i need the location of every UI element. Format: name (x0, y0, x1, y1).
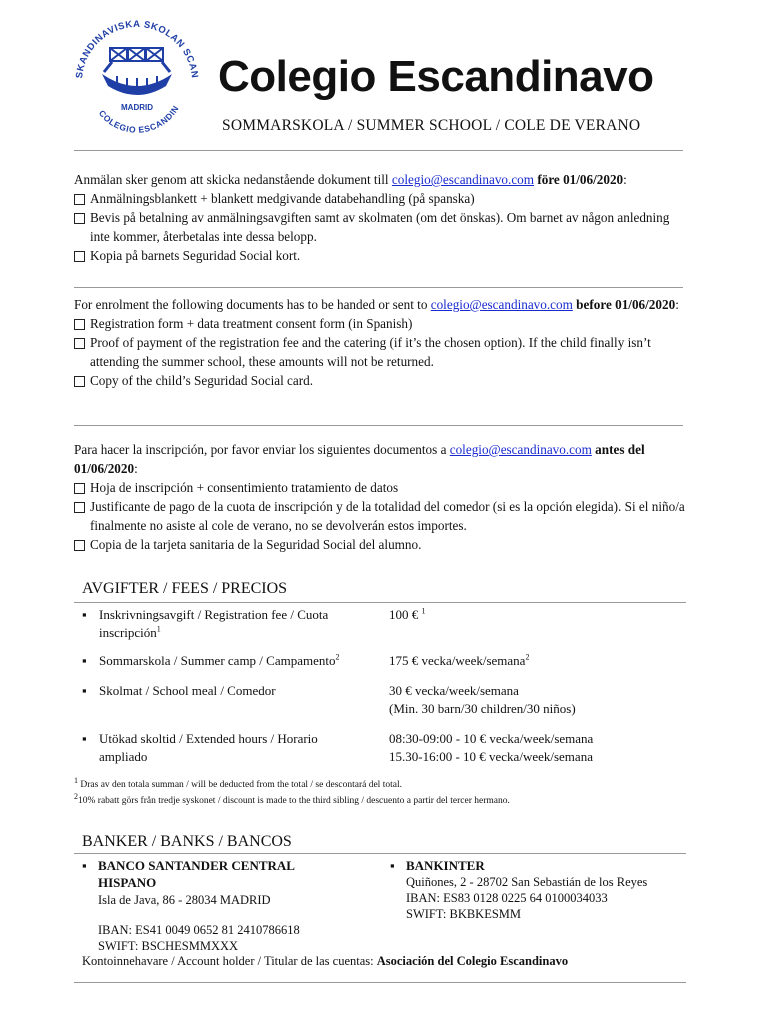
checklist-item: Anmälningsblankett + blankett medgivande databehandling (på spanska) (74, 189, 686, 208)
divider (74, 982, 686, 983)
page-subtitle: SOMMARSKOLA / SUMMER SCHOOL / COLE DE VERANO (222, 117, 641, 134)
email-link[interactable]: colegio@escandinavo.com (430, 297, 573, 312)
divider (74, 287, 683, 288)
logo-city: MADRID (121, 103, 153, 112)
checklist-item: Kopia på barnets Seguridad Social kort. (74, 246, 686, 265)
bank-bankinter: ▪ BANKINTER Quiñones, 2 - 28702 San Sebastián de los Reyes IBAN: ES83 0128 0225 64 0100034033 SWIFT: BKBKESMM (390, 858, 648, 921)
section-swedish (74, 170, 686, 265)
svg-text:SKANDINAVISKA SKOLAN SCANDINA: SKANDINAVISKA SKOLAN SCAN (74, 18, 200, 80)
checklist-item: Copy of the child’s Seguridad Social card. (74, 371, 686, 390)
checklist-item: Proof of payment of the registration fee and the catering (if it’s the chosen option). If the child finally isn’t attending the summer school, these amounts will not be returned. (74, 333, 686, 371)
intro-spanish: Para hacer la inscripción, por favor enviar los siguientes documentos a colegio@escandinavo.com antes del 01/06/2020: (74, 442, 645, 476)
school-logo (62, 14, 212, 144)
banks-heading: BANKER / BANKS / BANCOS (82, 833, 292, 850)
email-link[interactable]: colegio@escandinavo.com (449, 442, 592, 457)
checklist-item: Copia de la tarjeta sanitaria de la Seguridad Social del alumno. (74, 535, 686, 554)
divider (74, 425, 683, 426)
divider (74, 150, 683, 151)
checklist-item: Hoja de inscripción + consentimiento tratamiento de datos (74, 478, 686, 497)
account-holder: Kontoinnehavare / Account holder / Titular de las cuentas: Asociación del Colegio Escandinavo (82, 954, 569, 968)
email-link[interactable]: colegio@escandinavo.com (391, 172, 535, 187)
intro-english: For enrolment the following documents has to be handed or sent to colegio@escandinavo.com before 01/06/2020: (74, 297, 679, 312)
bank-name: BANKINTER (406, 858, 485, 873)
checklist-item: Bevis på betalning av anmälningsavgiften samt av skolmaten (om det önskas). Om barnet av någon anledning inte kommer, återbetalas inte dessa belopp. (74, 208, 686, 246)
divider (74, 602, 686, 603)
fees-heading: AVGIFTER / FEES / PRECIOS (82, 580, 288, 597)
section-english (74, 295, 686, 390)
svg-text:COLEGIO ESCANDINAVO: COLEGIO ESCANDIN (96, 103, 181, 135)
checklist-item: Registration form + data treatment consent form (in Spanish) (74, 314, 686, 333)
checklist-item: Justificante de pago de la cuota de inscripción y de la totalidad del comedor (si es la opción elegida). Si el niño/a finalmente no asiste al cole de verano, no se devolverán estos importes. (74, 497, 686, 535)
bank-santander: ▪ BANCO SANTANDER CENTRAL HISPANO Isla de Java, 86 - 28034 MADRID IBAN: ES41 0049 0652 81 2410786618 SWIFT: BSCHESMMXXX (82, 858, 300, 953)
bank-name: BANCO SANTANDER CENTRAL HISPANO (98, 858, 295, 890)
footnote-2: $^2$10% rabatt görs från tredje syskonet / discount is made to the third sibling / descuento a partir del tercer hermano. (74, 791, 510, 806)
intro-swedish: Anmälan sker genom att skicka nedanstående dokument till colegio@escandinavo.com före 01/06/2020: (74, 172, 627, 187)
section-spanish (74, 440, 686, 554)
footnote-1: $^1$ Dras av den totala summan / will be deducted from the total / se descontará del total. (74, 775, 402, 790)
brand-title: Colegio Escandinavo (218, 52, 654, 101)
divider (74, 853, 686, 854)
